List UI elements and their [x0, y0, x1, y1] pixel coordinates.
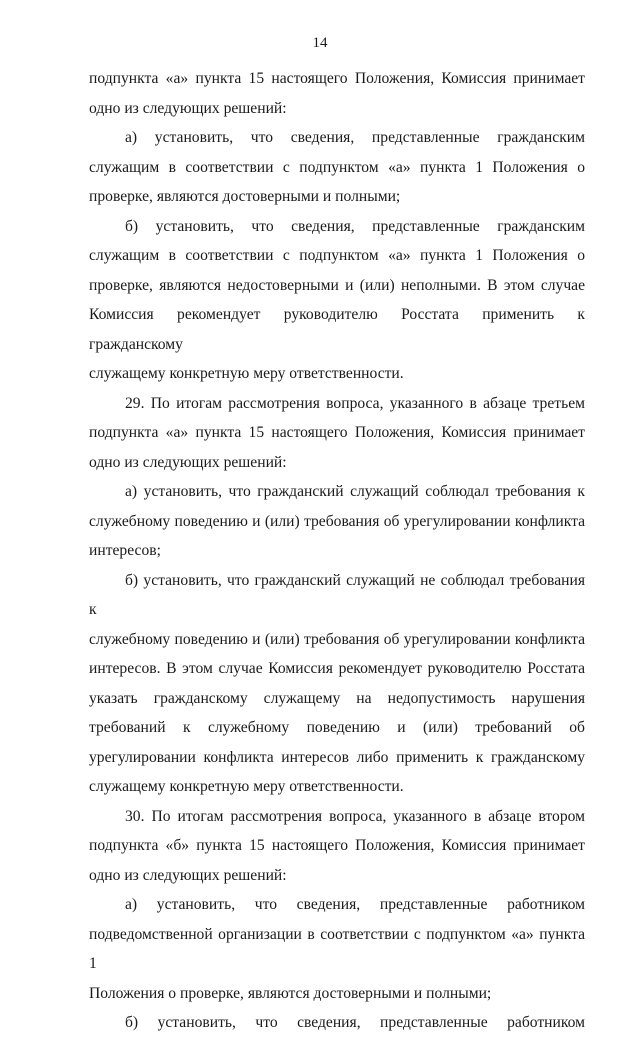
text-line: требований к служебному поведению и (или) требований об — [89, 719, 585, 736]
text-line: подпункта «а» пункта 15 настоящего Положения, Комиссия принимает — [89, 424, 585, 441]
text-line: Положения о проверке, являются достоверными и полными; — [89, 984, 492, 1002]
text-line: Комиссия рекомендует руководителю Росстата применить к гражданскому — [89, 306, 585, 353]
page-number: 14 — [312, 35, 328, 51]
text-line: интересов. В этом случае Комиссия рекомендует руководителю Росстата — [89, 660, 585, 677]
text-line: указать гражданскому служащему на недопустимость нарушения — [89, 689, 585, 707]
text-line: 29. По итогам рассмотрения вопроса, указанного в абзаце третьем — [125, 394, 585, 412]
text-line: проверке, являются достоверными и полными; — [89, 188, 401, 205]
text-line: одно из следующих решений: — [89, 866, 287, 884]
text-line: подведомственной организации в соответствии с подпунктом «а» пункта 1 — [89, 925, 585, 972]
text-line: интересов; — [89, 542, 161, 559]
text-line: подпункта «а» пункта 15 настоящего Положения, Комиссия принимает — [89, 70, 585, 87]
text-line: а) установить, что сведения, представленные работником — [125, 896, 585, 913]
text-line: 30. По итогам рассмотрения вопроса, указанного в абзаце втором — [125, 807, 585, 825]
text-line: б) установить, что сведения, представленные работником — [125, 1014, 585, 1031]
text-line: подпункта «б» пункта 15 настоящего Положения, Комиссия принимает — [89, 837, 585, 854]
text-line: а) установить, что сведения, представленные гражданским — [125, 129, 585, 146]
text-line: урегулировании конфликта интересов либо применить к гражданскому — [89, 748, 585, 766]
text-line: одно из следующих решений: — [89, 99, 287, 117]
text-line: одно из следующих решений: — [89, 453, 287, 471]
text-line: проверке, являются недостоверными и (или) неполными. В этом случае — [89, 276, 585, 294]
text-line: а) установить, что гражданский служащий соблюдал требования к — [125, 483, 585, 500]
text-line: б) установить, что сведения, представленные гражданским — [125, 217, 585, 235]
text-line: служащим в соответствии с подпунктом «а» пункта 1 Положения о — [89, 247, 585, 264]
text-line: служащим в соответствии с подпунктом «а» пункта 1 Положения о — [89, 158, 585, 176]
document-body — [89, 64, 585, 1038]
text-line: служащему конкретную меру ответственности. — [89, 778, 404, 795]
text-line: служебному поведению и (или) требования об урегулировании конфликта — [89, 630, 585, 648]
text-line: служащему конкретную меру ответственности. — [89, 365, 404, 382]
text-line: б) установить, что гражданский служащий не соблюдал требования к — [89, 571, 585, 618]
text-line: служебному поведению и (или) требования об урегулировании конфликта — [89, 512, 585, 530]
